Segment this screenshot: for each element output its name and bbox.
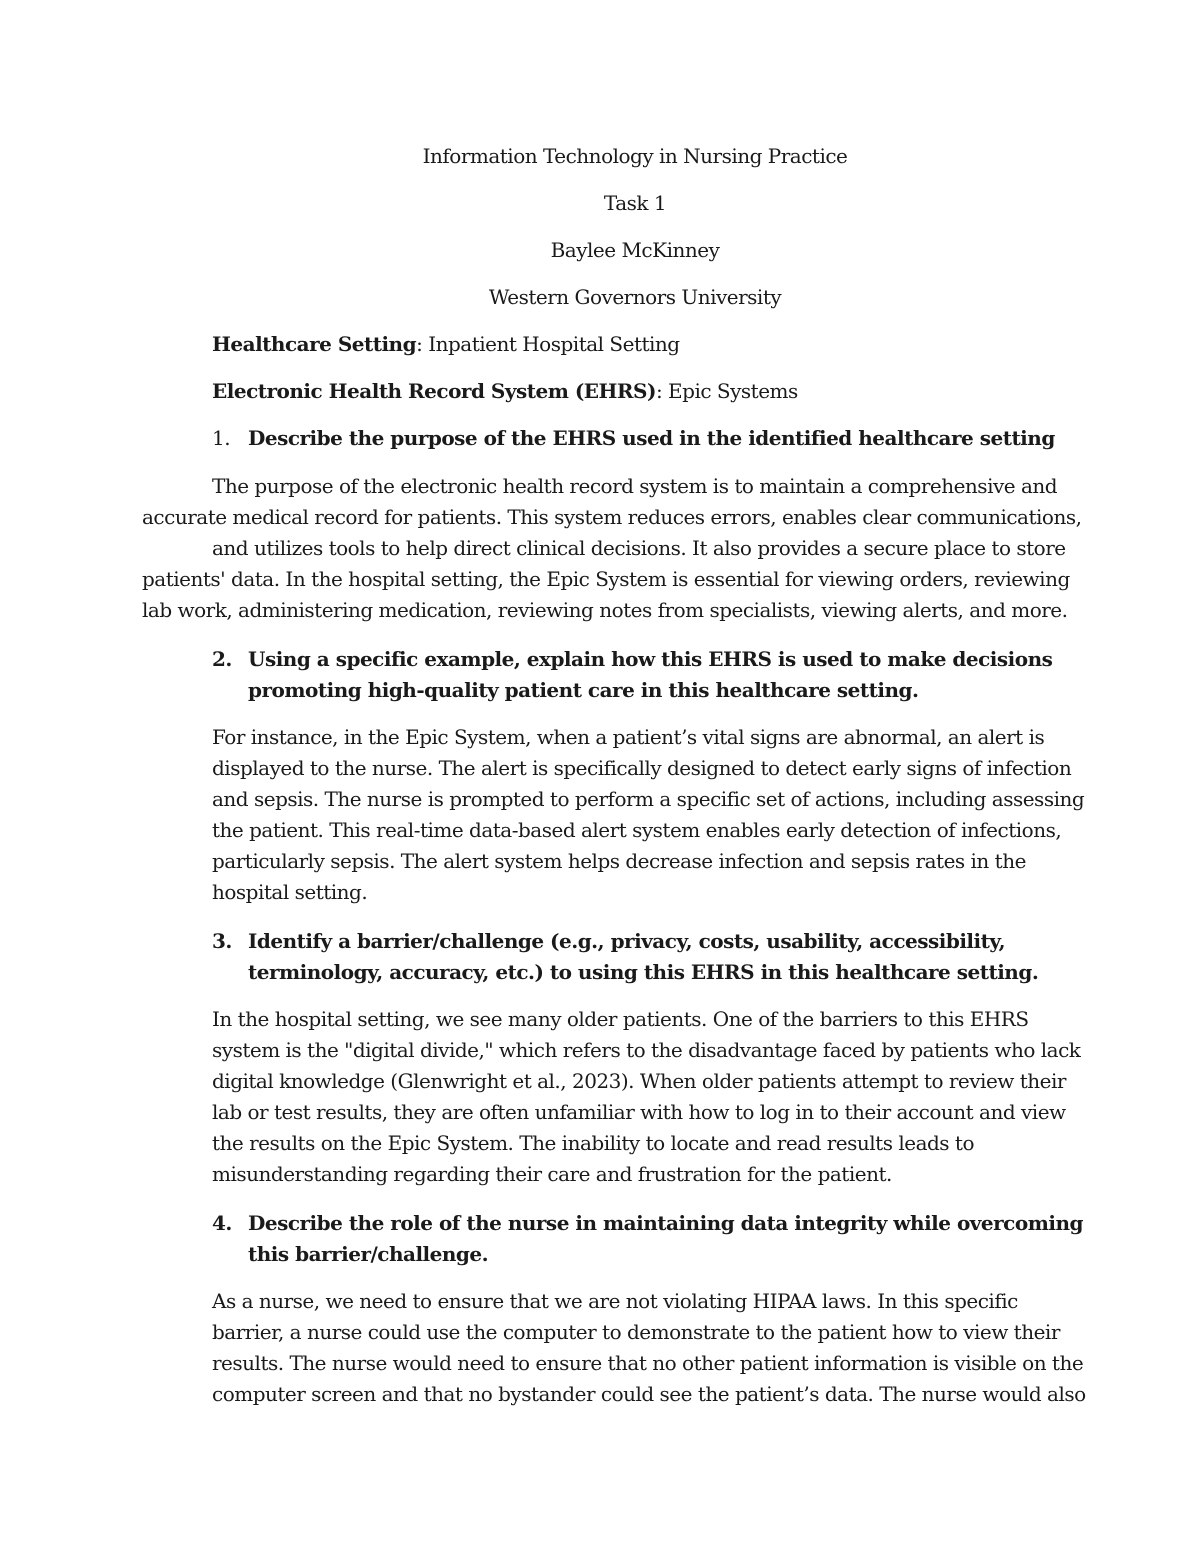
- ehrs-label: Electronic Health Record System (EHRS): [212, 379, 656, 403]
- section-4-body-line: As a nurse, we need to ensure that we are not violating HIPAA laws. In this specific: [212, 1289, 1018, 1313]
- section-2-body-line: displayed to the nurse. The alert is specifically designed to detect early signs of infection: [212, 756, 1072, 780]
- section-1-heading: [212, 426, 1055, 450]
- task-label: Task 1: [603, 191, 667, 215]
- section-1-body-line: accurate medical record for patients. This system reduces errors, enables clear communications,: [142, 505, 1082, 529]
- section-4-body-line: computer screen and that no bystander could see the patient’s data. The nurse would also: [212, 1382, 1086, 1406]
- section-1-body-line: The purpose of the electronic health record system is to maintain a comprehensive and: [212, 474, 1058, 498]
- section-4-body-line: barrier, a nurse could use the computer to demonstrate to the patient how to view their: [212, 1320, 1060, 1344]
- section-2-number: 2.: [212, 647, 232, 671]
- section-3-number: 3.: [212, 929, 232, 953]
- section-3-body-line: misunderstanding regarding their care and frustration for the patient.: [212, 1162, 892, 1186]
- section-1-body-line: lab work, administering medication, reviewing notes from specialists, viewing alerts, and more.: [142, 598, 1068, 622]
- section-4-heading: [212, 1211, 1083, 1235]
- section-1-body-line: and utilizes tools to help direct clinical decisions. It also provides a secure place to store: [212, 536, 1066, 560]
- section-2-heading-line: promoting high-quality patient care in this healthcare setting.: [248, 678, 919, 702]
- section-1-heading-line: Describe the purpose of the EHRS used in the identified healthcare setting: [248, 426, 1055, 450]
- section-3-body-line: digital knowledge (Glenwright et al., 2023). When older patients attempt to review their: [212, 1069, 1066, 1093]
- section-2-body-line: and sepsis. The nurse is prompted to perform a specific set of actions, including assessing: [212, 787, 1085, 811]
- section-4-heading-line: Describe the role of the nurse in maintaining data integrity while overcoming: [248, 1211, 1083, 1235]
- section-2-heading-line: Using a specific example, explain how this EHRS is used to make decisions: [248, 647, 1053, 671]
- institution-name: Western Governors University: [488, 285, 782, 309]
- section-2-body-line: For instance, in the Epic System, when a patient’s vital signs are abnormal, an alert is: [212, 725, 1045, 749]
- section-2-heading: [212, 647, 1052, 671]
- section-3-heading: [212, 929, 1005, 953]
- section-1-body-line: patients' data. In the hospital setting, the Epic System is essential for viewing orders, reviewing: [142, 567, 1070, 591]
- section-3-body-line: lab or test results, they are often unfamiliar with how to log in to their account and view: [212, 1100, 1066, 1124]
- author-name: Baylee McKinney: [550, 238, 720, 262]
- ehrs-line: [212, 379, 798, 403]
- section-3-body-line: system is the "digital divide," which refers to the disadvantage faced by patients who lack: [212, 1038, 1081, 1062]
- section-1-number: 1.: [212, 426, 231, 450]
- healthcare-setting-label: Healthcare Setting: [212, 332, 417, 356]
- ehrs-value: : Epic Systems: [655, 379, 798, 403]
- section-2-body-line: particularly sepsis. The alert system helps decrease infection and sepsis rates in the: [212, 849, 1026, 873]
- section-3-body-line: In the hospital setting, we see many older patients. One of the barriers to this EHRS: [212, 1007, 1029, 1031]
- section-2-body-line: hospital setting.: [212, 880, 368, 904]
- section-3-heading-line: terminology, accuracy, etc.) to using this EHRS in this healthcare setting.: [248, 960, 1039, 984]
- section-3-heading-line: Identify a barrier/challenge (e.g., privacy, costs, usability, accessibility,: [248, 929, 1006, 953]
- healthcare-setting-line: [212, 332, 680, 356]
- section-2-body-line: the patient. This real-time data-based alert system enables early detection of infections,: [212, 818, 1062, 842]
- healthcare-setting-value: : Inpatient Hospital Setting: [416, 332, 680, 356]
- course-title: Information Technology in Nursing Practice: [422, 144, 848, 168]
- section-4-heading-line: this barrier/challenge.: [248, 1242, 489, 1266]
- section-4-body-line: results. The nurse would need to ensure that no other patient information is visible on the: [212, 1351, 1084, 1375]
- section-4-number: 4.: [212, 1211, 232, 1235]
- section-3-body-line: the results on the Epic System. The inability to locate and read results leads to: [212, 1131, 974, 1155]
